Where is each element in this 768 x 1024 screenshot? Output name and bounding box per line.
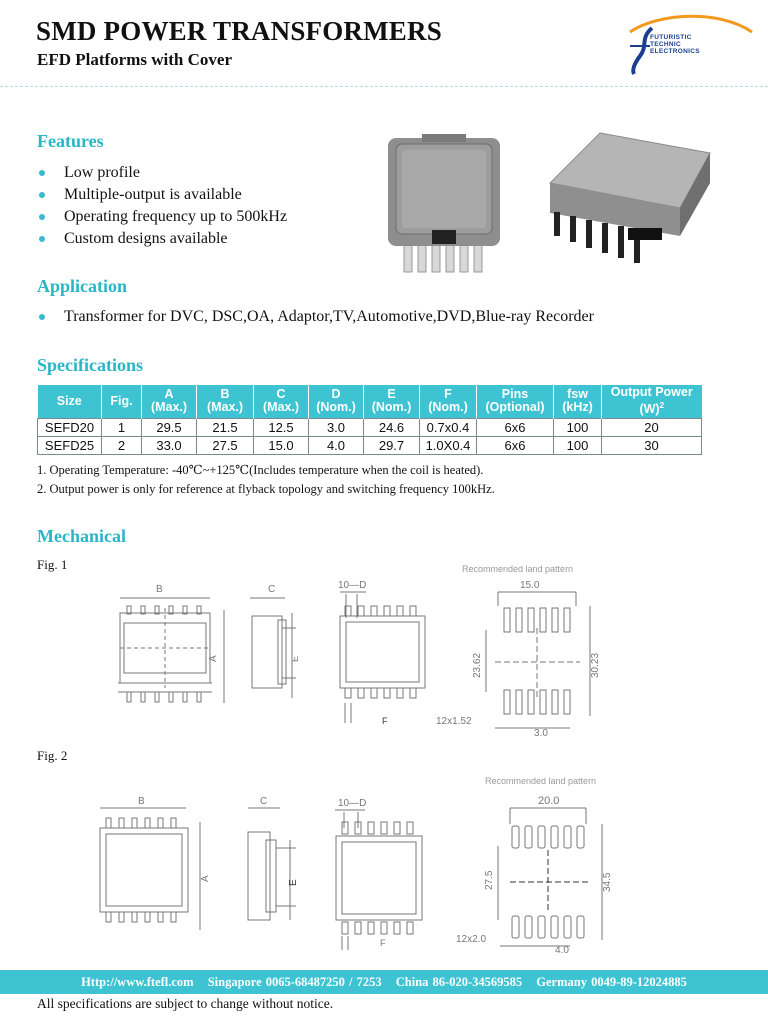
fig2-label: Fig. 2 [37,748,68,763]
spec-note-2: 2. Output power is only for reference at flyback topology and switching frequency 100kHz. [37,482,495,496]
col-e: E (Nom.) [364,385,420,418]
bullet-icon [39,314,45,320]
product-photo-angled [540,128,720,273]
col-f: F (Nom.) [420,385,477,418]
dim-a-label: A [200,875,211,882]
fig1-drawing [100,558,640,743]
dim-land-pitch: 4.0 [555,945,569,956]
col-a: A (Max.) [142,385,197,418]
page-title: SMD POWER TRANSFORMERS [36,16,442,46]
spec-note-1: 1. Operating Temperature: -40℃~+125℃(Includes temperature when the coil is heated). [37,463,484,477]
features-list [37,162,287,250]
footer-contact-bar [0,970,768,994]
dim-land-pad: 12x2.0 [456,934,487,945]
dim-e-label: E [288,879,299,886]
dim-d-label: 10—D [338,798,367,809]
specifications-table [37,385,702,455]
col-d: D (Nom.) [309,385,364,418]
dim-land-pitch: 3.0 [534,728,548,739]
dim-e-label: E [290,655,300,662]
table-row: SEFD25 2 33.0 27.5 15.0 4.0 29.7 1.0X0.4 6x6 100 30 [38,436,702,454]
feature-item: Custom designs available [37,228,287,250]
fig2-drawing [90,770,650,960]
dim-b-label: B [138,796,145,807]
dim-land-width: 15.0 [520,580,540,591]
application-item: Transformer for DVC, DSC,OA, Adaptor,TV,Automotive,DVD,Blue-ray Recorder [37,306,594,328]
specifications-heading: Specifications [37,355,143,375]
dim-land-inner: 27.5 [484,870,495,890]
dim-f-label: F [380,938,386,948]
disclaimer: All specifications are subject to change without notice. [37,996,334,1011]
dim-f-label: F [382,716,388,726]
page-subtitle: EFD Platforms with Cover [37,50,232,69]
features-heading: Features [37,131,104,151]
footer-china: China 86-020-34569585 [395,975,523,989]
feature-item: Low profile [37,162,287,184]
dim-land-width: 20.0 [538,795,560,807]
footer-germany: Germany 0049-89-12024885 [536,975,687,989]
product-photo-front [384,130,504,278]
bullet-icon [39,192,45,198]
application-list [37,306,594,328]
fig1-label: Fig. 1 [37,557,68,572]
footer-singapore: Singapore 0065-68487250 / 7253 [207,975,382,989]
col-c: C (Max.) [254,385,309,418]
feature-item: Operating frequency up to 500kHz [37,206,287,228]
dim-land-outer: 34.5 [602,872,613,892]
land-pattern-title: Recommended land pattern [462,564,574,574]
dim-land-pad: 12x1.52 [436,716,472,727]
bullet-icon [39,170,45,176]
dim-c-label: C [268,584,276,595]
col-pins: Pins (Optional) [477,385,554,418]
col-size: Size [38,385,102,418]
logo-text: FUTURISTIC TECHNIC ELECTRONICS [650,34,700,55]
table-row: SEFD20 1 29.5 21.5 12.5 3.0 24.6 0.7x0.4 6x6 100 20 [38,418,702,436]
bullet-icon [39,236,45,242]
header-divider [0,86,768,87]
dim-c-label: C [260,796,268,807]
application-heading: Application [37,276,128,296]
col-output-power: Output Power $(W)^2$ [602,385,702,418]
fig1-top-pins [127,606,201,702]
col-b: B (Max.) [197,385,254,418]
dim-land-inner: 23.62 [472,652,483,678]
dim-b-label: B [156,584,163,595]
dim-a-label: A [208,655,219,662]
mechanical-heading: Mechanical [37,526,126,546]
bullet-icon [39,214,45,220]
col-fig: Fig. [102,385,142,418]
feature-item: Multiple-output is available [37,184,287,206]
footer-website-link[interactable]: Http://www.ftefl.com [81,975,194,989]
land-pattern-title: Recommended land pattern [485,776,597,786]
col-fsw: fsw (kHz) [554,385,602,418]
dim-land-outer: 30.23 [590,652,601,678]
dim-d-label: 10—D [338,580,367,591]
